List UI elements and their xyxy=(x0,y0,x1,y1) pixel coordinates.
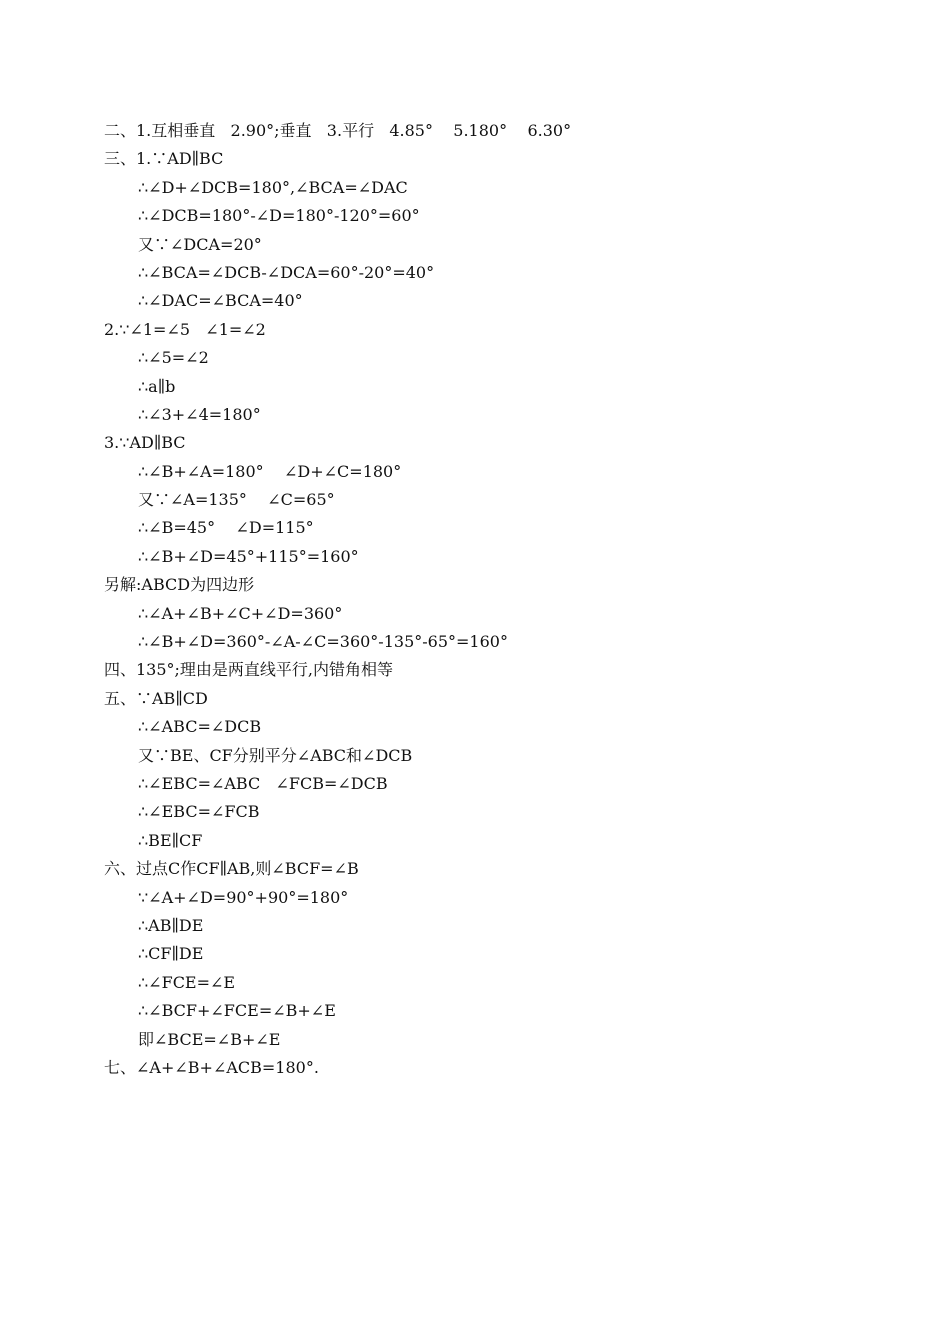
text-line: ∴∠FCE=∠E xyxy=(138,972,236,992)
text-line: 3.∵AD∥BC xyxy=(104,433,186,453)
text-line: ∴∠EBC=∠FCB xyxy=(138,802,260,822)
text-line: ∴∠3+∠4=180° xyxy=(138,404,261,424)
text-line: ∴CF∥DE xyxy=(138,944,204,964)
answer-key-text xyxy=(104,117,864,1082)
text-line: 又∵∠DCA=20° xyxy=(138,234,262,254)
text-line: ∴∠EBC=∠ABC ∠FCB=∠DCB xyxy=(138,773,388,793)
text-line: 又∵∠A=135° ∠C=65° xyxy=(138,490,335,510)
text-line: ∴∠A+∠B+∠C+∠D=360° xyxy=(138,603,343,623)
text-line: ∴a∥b xyxy=(138,376,176,396)
text-line: 六、过点C作CF∥AB,则∠BCF=∠B xyxy=(104,859,359,879)
text-line: ∴AB∥DE xyxy=(138,915,204,935)
text-line: ∴∠BCF+∠FCE=∠B+∠E xyxy=(138,1001,336,1021)
text-line: ∴∠B+∠A=180° ∠D+∠C=180° xyxy=(138,461,402,481)
text-line: ∵∠A+∠D=90°+90°=180° xyxy=(138,887,349,907)
text-line: 三、1.∵AD∥BC xyxy=(104,149,224,169)
text-line: ∴BE∥CF xyxy=(138,830,203,850)
text-line: 二、1.互相垂直 2.90°;垂直 3.平行 4.85° 5.180° 6.30° xyxy=(104,121,572,140)
text-line: 四、135°;理由是两直线平行,内错角相等 xyxy=(104,660,394,680)
text-line: 又∵BE、CF分别平分∠ABC和∠DCB xyxy=(138,745,413,765)
text-line: ∴∠D+∠DCB=180°,∠BCA=∠DAC xyxy=(138,177,408,197)
text-line: ∴∠ABC=∠DCB xyxy=(138,717,262,737)
text-line: 另解:ABCD为四边形 xyxy=(104,575,255,595)
text-line: ∴∠B+∠D=360°-∠A-∠C=360°-135°-65°=160° xyxy=(138,632,508,652)
text-line: ∴∠B=45° ∠D=115° xyxy=(138,518,314,538)
text-line: ∴∠B+∠D=45°+115°=160° xyxy=(138,546,359,566)
text-line: 2.∵∠1=∠5 ∠1=∠2 xyxy=(104,319,266,339)
text-line: ∴∠DAC=∠BCA=40° xyxy=(138,291,303,311)
text-line: 即∠BCE=∠B+∠E xyxy=(138,1029,281,1049)
text-line: 七、∠A+∠B+∠ACB=180°. xyxy=(104,1057,319,1077)
text-line: ∴∠DCB=180°-∠D=180°-120°=60° xyxy=(138,206,420,226)
text-line: 五、∵AB∥CD xyxy=(104,688,208,708)
text-line: ∴∠BCA=∠DCB-∠DCA=60°-20°=40° xyxy=(138,262,435,282)
text-line: ∴∠5=∠2 xyxy=(138,348,209,368)
